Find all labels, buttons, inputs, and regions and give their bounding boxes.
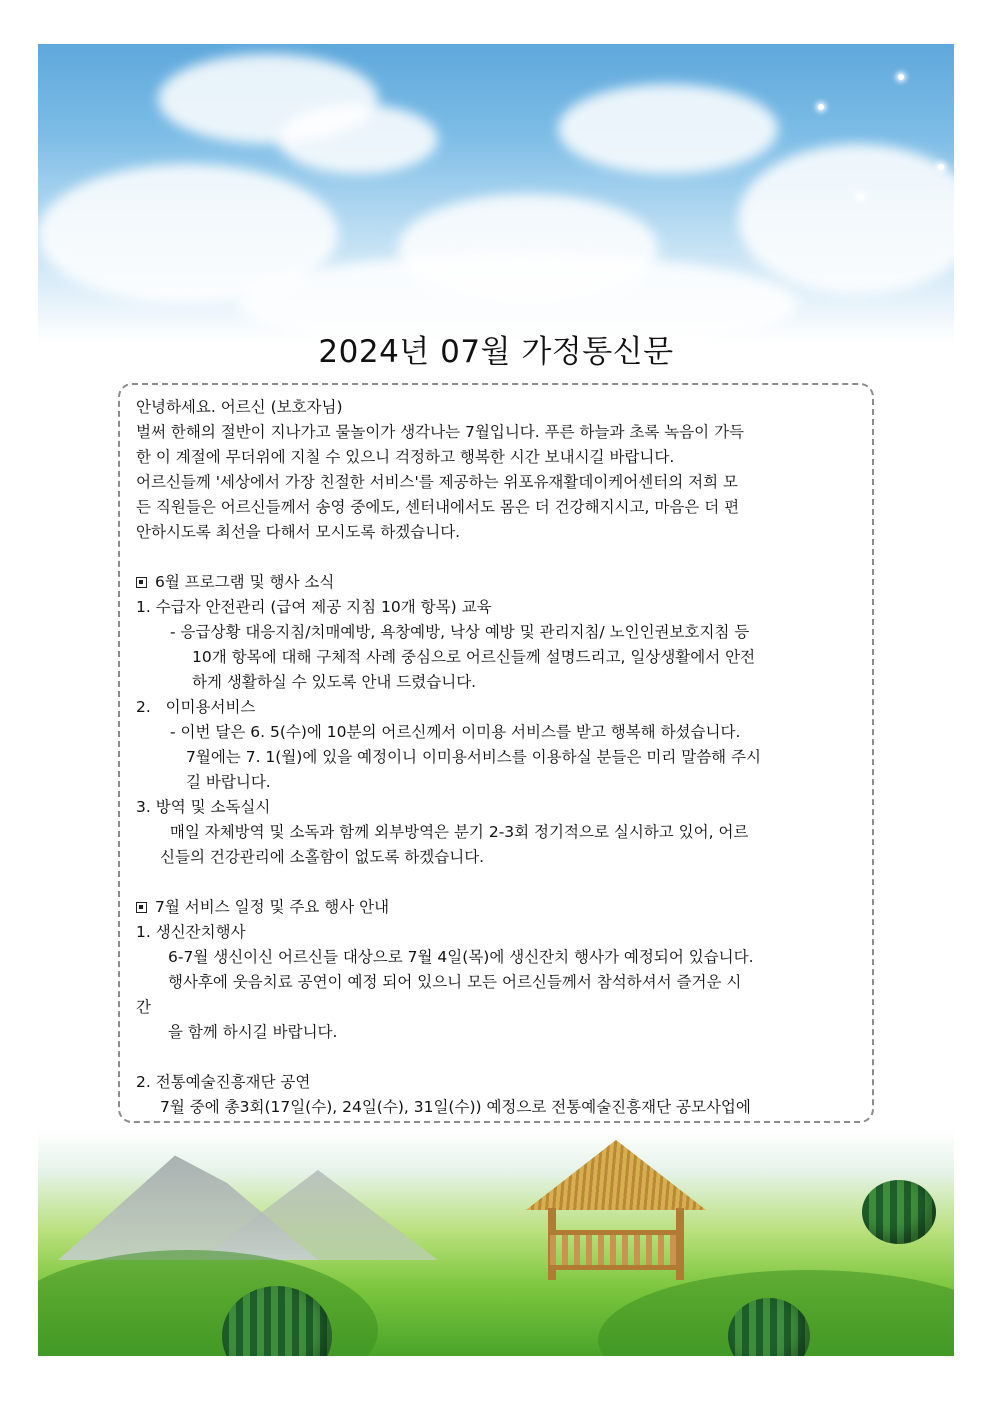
square-bullet-icon: [136, 902, 147, 913]
intro-line: 벌써 한해의 절반이 지나가고 물놀이가 생각나는 7월입니다. 푸른 하늘과 초록 녹음이 가득: [136, 423, 745, 441]
section-heading-july: 7월 서비스 일정 및 주요 행사 안내: [136, 895, 858, 920]
june-item-3-body: 신들의 건강관리에 소홀함이 없도록 하겠습니다.: [160, 848, 485, 866]
meadow-illustration: [38, 1130, 954, 1356]
july-item-2-title: 2. 전통예술진흥재단 공연: [136, 1073, 311, 1091]
page-title: 2024년 07월 가정통신문: [318, 334, 674, 370]
letter-content-box: [118, 383, 874, 1123]
june-item-2-body: 7월에는 7. 1(월)에 있을 예정이니 이미용서비스를 이용하실 분들은 미리 말씀해 주시: [186, 748, 762, 766]
july-item-1-body: 6-7월 생신이신 어르신들 대상으로 7월 4일(목)에 생신잔치 행사가 예정되어 있습니다.: [168, 948, 754, 966]
july-item-1-body: 행사후에 웃음치료 공연이 예정 되어 있으니 모든 어르신들께서 참석하셔서 즐거운 시: [168, 973, 742, 991]
july-item-1-title: 1. 생신잔치행사: [136, 923, 246, 941]
june-item-3-body: 매일 자체방역 및 소독과 함께 외부방역은 분기 2-3회 정기적으로 실시하고 있어, 어르: [160, 823, 749, 841]
section-heading-june: 6월 프로그램 및 행사 소식: [136, 570, 858, 595]
june-item-1-body: 하게 생활하실 수 있도록 안내 드렸습니다.: [192, 673, 477, 691]
pavilion-illustration: [526, 1130, 706, 1280]
intro-line: 안하시도록 최선을 다해서 모시도록 하겠습니다.: [136, 523, 461, 541]
watermelon-illustration: [862, 1180, 936, 1244]
intro-line: 든 직원들은 어르신들께서 송영 중에도, 센터내에서도 몸은 더 건강해지시고, 마음은 더 편: [136, 498, 740, 516]
june-item-1-body: 10개 항목에 대해 구체적 사례 중심으로 어르신들께 설명드리고, 일상생활에서 안전: [192, 648, 756, 666]
sky-background: [38, 44, 954, 344]
june-item-3-title: 3. 방역 및 소독실시: [136, 798, 271, 816]
june-item-2-body: - 이번 달은 6. 5(수)에 10분의 어르신께서 이미용 서비스를 받고 행복해 하셨습니다.: [170, 723, 741, 741]
square-bullet-icon: [136, 577, 147, 588]
july-item-1-wrap: 간: [136, 998, 151, 1016]
june-item-2-body: 길 바랍니다.: [186, 773, 271, 791]
june-item-1-title: 1. 수급자 안전관리 (급여 제공 지침 10개 항목) 교육: [136, 598, 492, 616]
june-item-1-body: - 응급상황 대응지침/치매예방, 욕창예방, 낙상 예방 및 관리지침/ 노인인권보호지침 등: [170, 623, 750, 641]
intro-line: 안녕하세요. 어르신 (보호자님): [136, 398, 343, 416]
intro-line: 어르신들께 '세상에서 가장 친절한 서비스'를 제공하는 위포유재활데이케어센터의 저희 모: [136, 473, 738, 491]
june-item-2-title: 2. 이미용서비스: [136, 698, 256, 716]
july-item-2-body: 7월 중에 총3회(17일(수), 24일(수), 31일(수)) 예정으로 전통예술진흥재단 공모사업에: [160, 1098, 751, 1116]
intro-line: 한 이 계절에 무더위에 지칠 수 있으니 걱정하고 행복한 시간 보내시길 바랍니다.: [136, 448, 675, 466]
july-item-1-tail: 을 함께 하시길 바랍니다.: [168, 1023, 338, 1041]
